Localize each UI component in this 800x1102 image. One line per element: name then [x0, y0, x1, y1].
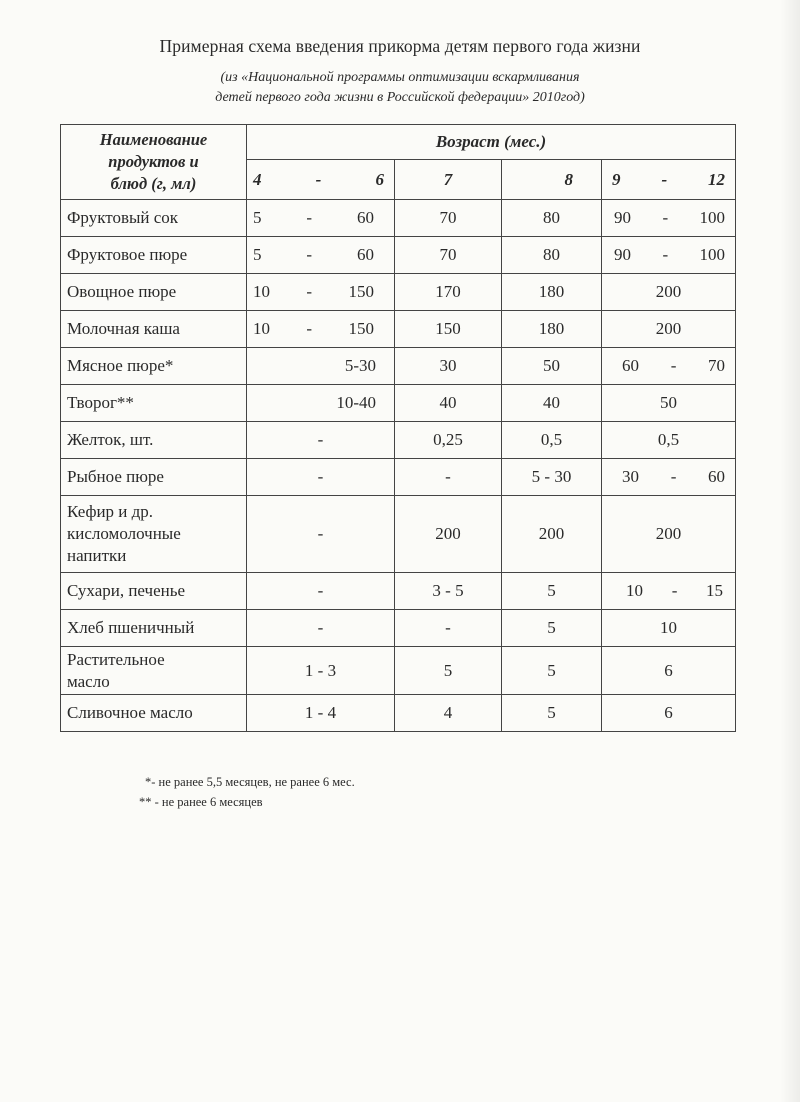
header-name-line: блюд (г, мл): [110, 174, 197, 193]
range-dash: -: [306, 245, 313, 264]
product-name: Мясное пюре*: [61, 348, 247, 385]
cell-8: 0,5: [502, 422, 602, 459]
cell-9-12: 6: [602, 647, 736, 695]
range-dash: -: [670, 356, 677, 375]
header-product-name: [61, 125, 247, 200]
product-name: [61, 496, 247, 573]
product-name: Фруктовый сок: [61, 200, 247, 237]
range-to: 60: [708, 467, 726, 486]
range-from: 10: [253, 282, 270, 301]
cell-8: 80: [502, 200, 602, 237]
cell-4-6: -: [247, 496, 395, 573]
range-from: 5: [253, 208, 262, 227]
cell-7: 70: [395, 200, 502, 237]
product-name-line: Кефир и др.: [67, 502, 154, 521]
range-to: 100: [699, 208, 726, 227]
cell-8: 180: [502, 311, 602, 348]
cell-4-6: -: [247, 422, 395, 459]
range-to: 60: [356, 245, 374, 264]
table-row: [61, 348, 736, 385]
range-from: 90: [614, 208, 631, 227]
cell-8: 50: [502, 348, 602, 385]
table-row: [61, 610, 736, 647]
age-dash: -: [315, 169, 322, 189]
header-name-line: Наименование: [99, 130, 208, 149]
cell-4-6: 10-40: [247, 385, 395, 422]
cell-9-12: [602, 200, 736, 237]
cell-7: 30: [395, 348, 502, 385]
header-age-4-6: [247, 160, 395, 200]
product-name: [61, 647, 247, 695]
table-row: [61, 311, 736, 348]
product-name-line: Растительное: [67, 649, 165, 669]
cell-7: 4: [395, 695, 502, 732]
range-to: 70: [708, 356, 726, 375]
table-row: [61, 496, 736, 573]
header-age-8: [502, 160, 602, 200]
range-to: 60: [356, 208, 374, 227]
cell-9-12: [602, 348, 736, 385]
range-from: 5: [253, 245, 262, 264]
age-value: 6: [375, 169, 384, 189]
range-dash: -: [671, 581, 678, 600]
cell-9-12: 200: [602, 496, 736, 573]
product-name: Молочная каша: [61, 311, 247, 348]
cell-8: 5: [502, 573, 602, 610]
table-row: [61, 385, 736, 422]
cell-4-6: [247, 274, 395, 311]
cell-4-6: 1 - 4: [247, 695, 395, 732]
product-name: Хлеб пшеничный: [61, 610, 247, 647]
header-age-9-12: [602, 160, 736, 200]
cell-9-12: [602, 459, 736, 496]
product-name: Желток, шт.: [61, 422, 247, 459]
product-name: Овощное пюре: [61, 274, 247, 311]
cell-9-12: 200: [602, 274, 736, 311]
range-dash: -: [670, 467, 677, 486]
cell-4-6: -: [247, 610, 395, 647]
product-name: Фруктовое пюре: [61, 237, 247, 274]
cell-9-12: 0,5: [602, 422, 736, 459]
range-dash: -: [306, 208, 313, 227]
table-row: [61, 237, 736, 274]
age-value: 9: [612, 169, 621, 189]
range-from: 60: [622, 356, 639, 375]
header-age-7: 7: [395, 160, 502, 200]
product-name: Сухари, печенье: [61, 573, 247, 610]
cell-7: 70: [395, 237, 502, 274]
range-dash: -: [306, 282, 313, 301]
cell-7: 170: [395, 274, 502, 311]
cell-4-6: [247, 311, 395, 348]
header-name-line: продуктов и: [108, 152, 199, 171]
range-to: 150: [348, 319, 374, 338]
product-name-line: кисломолочные: [67, 524, 181, 543]
cell-7: 5: [395, 647, 502, 695]
subtitle: [0, 68, 800, 108]
cell-9-12: [602, 573, 736, 610]
cell-4-6: 1 - 3: [247, 647, 395, 695]
range-from: 30: [622, 467, 639, 486]
cell-7: -: [395, 610, 502, 647]
product-name: Творог**: [61, 385, 247, 422]
table-row: [61, 459, 736, 496]
footnote-1: *- не ранее 5,5 месяцев, не ранее 6 мес.: [145, 775, 355, 789]
range-to: 150: [348, 282, 374, 301]
cell-9-12: 50: [602, 385, 736, 422]
cell-4-6: -: [247, 573, 395, 610]
cell-4-6: -: [247, 459, 395, 496]
cell-8: 180: [502, 274, 602, 311]
cell-8: 40: [502, 385, 602, 422]
cell-7: 0,25: [395, 422, 502, 459]
range-from: 90: [614, 245, 631, 264]
product-name-line: напитки: [67, 546, 127, 565]
cell-4-6: [247, 237, 395, 274]
cell-8: 5 - 30: [502, 459, 602, 496]
cell-9-12: 6: [602, 695, 736, 732]
product-name: Сливочное масло: [61, 695, 247, 732]
cell-7: 40: [395, 385, 502, 422]
age-value: 8: [564, 169, 573, 189]
range-dash: -: [662, 245, 669, 264]
cell-4-6: [247, 200, 395, 237]
range-dash: -: [662, 208, 669, 227]
cell-4-6: 5-30: [247, 348, 395, 385]
age-dash: -: [661, 169, 668, 189]
subtitle-line-1: (из «Национальной программы оптимизации вскармливания: [220, 70, 580, 85]
range-to: 15: [706, 581, 724, 600]
footnote-2: ** - не ранее 6 месяцев: [139, 795, 263, 809]
product-name: Рыбное пюре: [61, 459, 247, 496]
page-edge-shadow: [780, 0, 800, 1102]
cell-7: 200: [395, 496, 502, 573]
page-title: Примерная схема введения прикорма детям первого года жизни: [159, 36, 641, 56]
table-row: [61, 274, 736, 311]
age-value: 4: [253, 169, 262, 189]
range-from: 10: [253, 319, 270, 338]
range-from: 10: [626, 581, 643, 600]
table-row: [61, 422, 736, 459]
range-to: 100: [699, 245, 726, 264]
cell-7: 150: [395, 311, 502, 348]
cell-9-12: 200: [602, 311, 736, 348]
table-row: [61, 695, 736, 732]
table-row: [61, 200, 736, 237]
cell-8: 5: [502, 695, 602, 732]
feeding-table: [60, 124, 736, 732]
product-name-line: масло: [67, 671, 110, 691]
cell-8: 5: [502, 647, 602, 695]
cell-9-12: 10: [602, 610, 736, 647]
table-row: [61, 647, 736, 695]
cell-8: 200: [502, 496, 602, 573]
footnotes: [139, 772, 355, 812]
cell-8: 80: [502, 237, 602, 274]
cell-9-12: [602, 237, 736, 274]
header-age: Возраст (мес.): [247, 125, 736, 160]
table-row: [61, 573, 736, 610]
subtitle-line-2: детей первого года жизни в Российской федерации» 2010год): [215, 90, 585, 105]
cell-8: 5: [502, 610, 602, 647]
cell-7: 3 - 5: [395, 573, 502, 610]
range-dash: -: [306, 319, 313, 338]
age-value: 12: [708, 169, 726, 189]
cell-7: -: [395, 459, 502, 496]
